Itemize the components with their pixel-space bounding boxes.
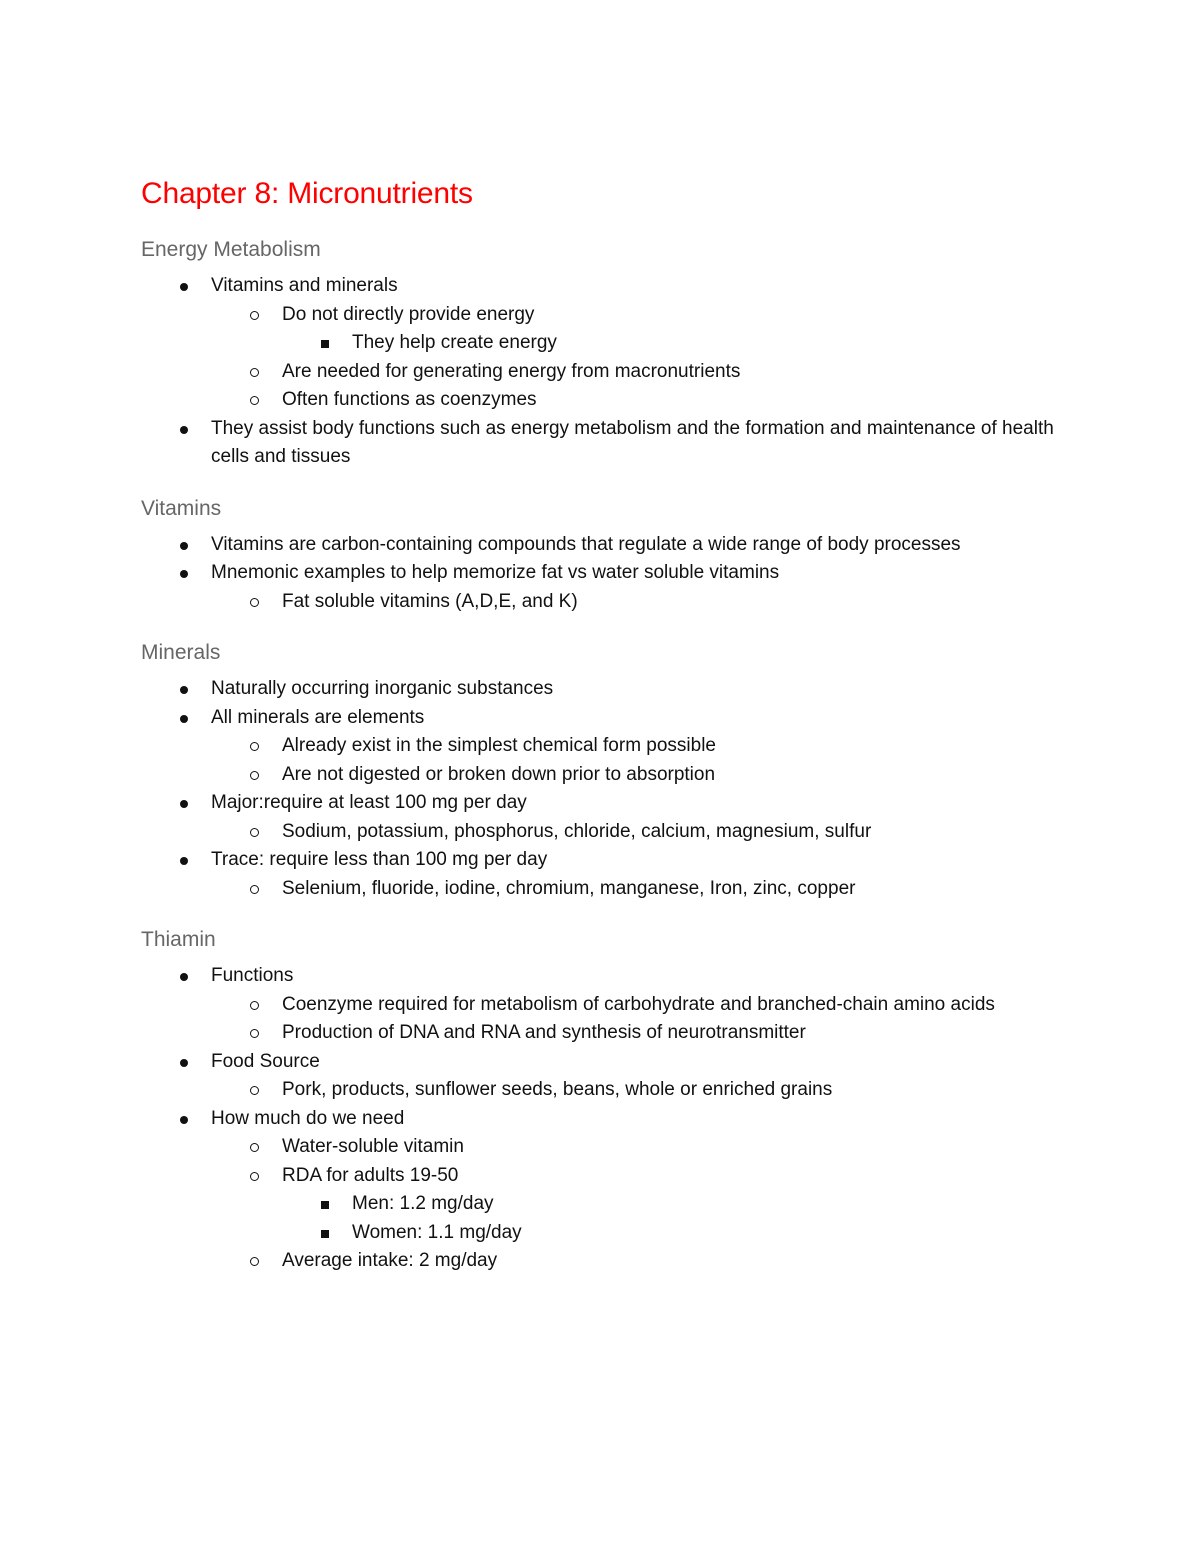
sub-sub-list: [141, 1190, 1061, 1247]
list-item-text: They help create energy: [352, 332, 557, 353]
section-heading: Minerals: [141, 641, 221, 664]
list-item-text: Often functions as coenzymes: [282, 389, 537, 410]
list-item: [141, 1019, 1061, 1048]
section-energy-metabolism: [141, 236, 1061, 472]
section-thiamin: [141, 926, 1061, 1276]
sub-list: [141, 991, 1061, 1048]
bullet-dot-icon: [174, 962, 194, 991]
list-item: [141, 272, 1061, 415]
bullet-dot-icon: [174, 846, 194, 875]
section-minerals: [141, 639, 1061, 903]
list-item-text: Water-soluble vitamin: [282, 1136, 464, 1157]
bullet-square-icon: [315, 1219, 335, 1248]
list-item-text: Production of DNA and RNA and synthesis of neurotransmitter: [282, 1022, 806, 1043]
list-item: [141, 531, 1061, 560]
bullet-ring-icon: [244, 732, 264, 761]
page-title: Chapter 8: Micronutrients: [141, 177, 473, 210]
list-item-text: Are needed for generating energy from macronutrients: [282, 360, 741, 382]
list-item: [141, 301, 1061, 358]
list-item: [141, 818, 1061, 847]
sub-list: [141, 588, 1061, 617]
bullet-square-icon: [315, 329, 335, 358]
list-item-text: Mnemonic examples to help memorize fat vs water soluble vitamins: [211, 562, 780, 583]
section-heading: Energy Metabolism: [141, 238, 321, 261]
list-item-text: Fat soluble vitamins (A,D,E, and K): [282, 590, 578, 612]
list-item-text: Coenzyme required for metabolism of carbohydrate and branched-chain amino acids: [282, 993, 995, 1015]
sub-list: [141, 732, 1061, 789]
list-item-text: Average intake: 2 mg/day: [282, 1250, 498, 1271]
bullet-ring-icon: [244, 1247, 264, 1276]
list-item-text: All minerals are elements: [211, 706, 425, 728]
list-item: [141, 1162, 1061, 1248]
bullet-dot-icon: [174, 789, 194, 818]
list-item: [141, 1133, 1061, 1162]
list-item: [141, 704, 1061, 790]
list-item: [141, 732, 1061, 761]
sub-list: [141, 1076, 1061, 1105]
bullet-ring-icon: [244, 1019, 264, 1048]
list-item: [141, 588, 1061, 617]
list-item-text: Do not directly provide energy: [282, 303, 535, 325]
bullet-ring-icon: [244, 358, 264, 387]
bullet-ring-icon: [244, 386, 264, 415]
bullet-list: [141, 272, 1061, 472]
list-item-text: Women: 1.1 mg/day: [352, 1221, 522, 1243]
list-item: [141, 1076, 1061, 1105]
list-item: [141, 386, 1061, 415]
bullet-dot-icon: [174, 704, 194, 733]
list-item: [141, 875, 1061, 904]
section-heading: Vitamins: [141, 496, 222, 520]
bullet-ring-icon: [244, 991, 264, 1020]
bullet-ring-icon: [244, 818, 264, 847]
bullet-list: [141, 531, 1061, 617]
sub-list: [141, 301, 1061, 415]
list-item: [141, 1105, 1061, 1276]
list-item-text: Selenium, fluoride, iodine, chromium, manganese, Iron, zinc, copper: [282, 877, 856, 899]
list-item: [141, 761, 1061, 790]
bullet-dot-icon: [174, 1048, 194, 1077]
list-item: [141, 415, 1061, 472]
list-item: [141, 846, 1061, 903]
list-item: [141, 675, 1061, 704]
bullet-dot-icon: [174, 272, 194, 301]
bullet-ring-icon: [244, 875, 264, 904]
list-item: [141, 1048, 1061, 1105]
sub-list: [141, 875, 1061, 904]
list-item-text: Men: 1.2 mg/day: [352, 1193, 494, 1214]
bullet-ring-icon: [244, 588, 264, 617]
list-item: [141, 789, 1061, 846]
bullet-dot-icon: [174, 675, 194, 704]
list-item: [141, 329, 1061, 358]
bullet-dot-icon: [174, 415, 194, 444]
sub-sub-list: [141, 329, 1061, 358]
bullet-dot-icon: [174, 531, 194, 560]
list-item-text: Already exist in the simplest chemical form possible: [282, 735, 717, 756]
list-item-text: RDA for adults 19-50: [282, 1164, 459, 1186]
list-item-text: Food Source: [211, 1050, 320, 1072]
list-item: [141, 962, 1061, 1048]
sub-list: [141, 818, 1061, 847]
list-item-text: Naturally occurring inorganic substances: [211, 678, 554, 699]
bullet-ring-icon: [244, 301, 264, 330]
list-item: [141, 559, 1061, 616]
bullet-list: [141, 962, 1061, 1276]
list-item-text: How much do we need: [211, 1107, 405, 1129]
section-heading: Thiamin: [141, 928, 216, 951]
list-item: [141, 1219, 1061, 1248]
list-item-text: Vitamins and minerals: [211, 275, 398, 296]
section-vitamins: [141, 495, 1061, 617]
list-item-text: They assist body functions such as energy metabolism and the formation and maintenance of health cells and tissues: [211, 417, 1054, 467]
bullet-ring-icon: [244, 761, 264, 790]
list-item-text: Are not digested or broken down prior to absorption: [282, 763, 716, 785]
list-item-text: Trace: require less than 100 mg per day: [211, 849, 548, 870]
list-item-text: Major:require at least 100 mg per day: [211, 792, 527, 813]
bullet-ring-icon: [244, 1133, 264, 1162]
list-item-text: Functions: [211, 965, 294, 986]
list-item: [141, 1190, 1061, 1219]
bullet-list: [141, 675, 1061, 903]
list-item: [141, 991, 1061, 1020]
bullet-dot-icon: [174, 559, 194, 588]
document-page: [141, 174, 1061, 1299]
list-item-text: Sodium, potassium, phosphorus, chloride, calcium, magnesium, sulfur: [282, 820, 872, 842]
list-item-text: Vitamins are carbon-containing compounds that regulate a wide range of body processes: [211, 533, 961, 555]
sub-list: [141, 1133, 1061, 1276]
bullet-dot-icon: [174, 1105, 194, 1134]
bullet-ring-icon: [244, 1162, 264, 1191]
bullet-square-icon: [315, 1190, 335, 1219]
bullet-ring-icon: [244, 1076, 264, 1105]
list-item-text: Pork, products, sunflower seeds, beans, whole or enriched grains: [282, 1079, 833, 1100]
list-item: [141, 1247, 1061, 1276]
list-item: [141, 358, 1061, 387]
